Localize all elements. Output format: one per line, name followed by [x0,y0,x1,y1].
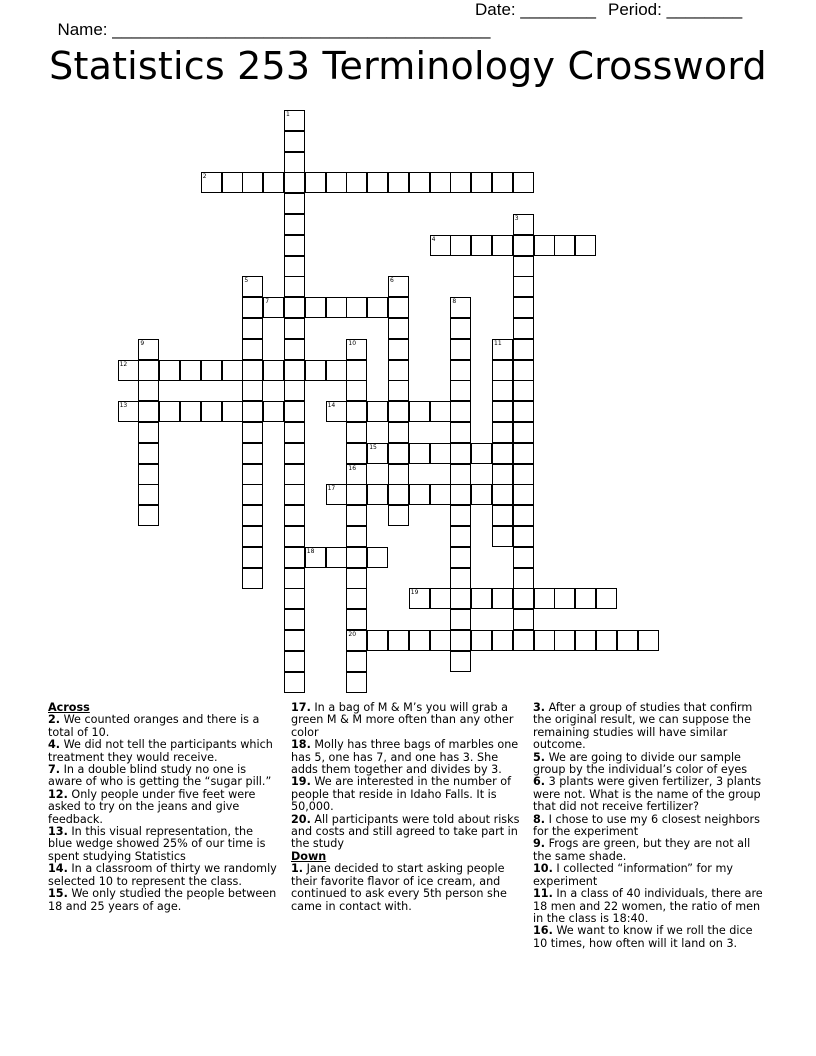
grid-cell[interactable] [326,172,347,193]
grid-cell[interactable] [450,297,471,318]
grid-cell[interactable] [575,588,596,609]
grid-cell[interactable] [430,484,451,505]
clue-item [533,838,765,863]
clue-item [48,714,280,739]
grid-cell[interactable] [305,172,326,193]
grid-cell[interactable] [513,172,534,193]
grid-cell[interactable] [450,401,471,422]
grid-cell[interactable] [388,443,409,464]
grid-cell[interactable] [222,401,243,422]
clue-item-number: 9. [533,837,546,851]
grid-cell[interactable] [284,568,305,589]
grid-cell[interactable] [263,360,284,381]
grid-cell[interactable] [118,360,139,381]
grid-cell[interactable] [367,297,388,318]
grid-cell[interactable] [346,380,367,401]
grid-cell[interactable] [450,235,471,256]
grid-cell[interactable] [346,588,367,609]
clue-item [291,863,523,913]
grid-cell[interactable] [242,505,263,526]
clue-number: 13 [119,402,128,410]
grid-cell[interactable] [346,464,367,485]
grid-cell[interactable] [138,360,159,381]
grid-cell[interactable] [346,526,367,547]
grid-cell[interactable] [326,547,347,568]
grid-cell[interactable] [138,464,159,485]
clue-number: 10 [348,339,357,347]
grid-cell[interactable] [471,588,492,609]
grid-cell[interactable] [513,380,534,401]
clue-item-number: 6. [533,775,546,789]
grid-cell[interactable] [305,547,326,568]
grid-cell[interactable] [492,380,513,401]
grid-cell[interactable] [492,484,513,505]
grid-cell[interactable] [492,464,513,485]
grid-cell[interactable] [346,339,367,360]
clue-item-text: We did not tell the participants which treatment they would receive. [48,738,273,764]
clue-item [533,863,765,888]
grid-cell[interactable] [513,214,534,235]
grid-cell[interactable] [513,256,534,277]
grid-cell[interactable] [284,526,305,547]
grid-cell[interactable] [284,297,305,318]
grid-cell[interactable] [596,630,617,651]
grid-cell[interactable] [346,651,367,672]
grid-cell[interactable] [222,360,243,381]
grid-cell[interactable] [388,505,409,526]
clue-item-text: We are going to divide our sample group by the individual’s color of eyes [533,750,748,777]
clue-number: 9 [140,339,145,347]
clue-number: 14 [327,402,336,410]
clue-number: 18 [306,547,315,555]
grid-cell[interactable] [492,588,513,609]
grid-cell[interactable] [388,297,409,318]
grid-cell[interactable] [284,630,305,651]
grid-cell[interactable] [138,484,159,505]
grid-cell[interactable] [284,464,305,485]
clue-item-text: Frogs are green, but they are not all the same shade. [533,837,751,863]
grid-cell[interactable] [513,630,534,651]
grid-cell[interactable] [450,609,471,630]
clue-item [48,863,280,888]
grid-cell[interactable] [471,443,492,464]
clue-item-text: We want to know if we roll the dice 10 times, how often will it land on 3. [533,924,753,950]
clue-number: 3 [514,215,519,222]
grid-cell[interactable] [305,360,326,381]
grid-cell[interactable] [346,484,367,505]
grid-cell[interactable] [430,401,451,422]
clue-number: 2 [202,173,207,181]
grid-cell[interactable] [201,360,222,381]
grid-cell[interactable] [450,547,471,568]
grid-cell[interactable] [326,484,347,505]
grid-cell[interactable] [284,318,305,339]
grid-cell[interactable] [284,235,305,256]
grid-cell[interactable] [596,588,617,609]
grid-cell[interactable] [388,360,409,381]
grid-cell[interactable] [554,630,575,651]
clue-item-text: We counted oranges and there is a total of 10. [48,713,260,739]
grid-cell[interactable] [513,443,534,464]
grid-cell[interactable] [388,339,409,360]
grid-cell[interactable] [450,568,471,589]
grid-cell[interactable] [284,651,305,672]
across-heading: Across [48,701,90,714]
grid-cell[interactable] [513,505,534,526]
grid-cell[interactable] [492,505,513,526]
clue-item [48,764,280,789]
grid-cell[interactable] [263,172,284,193]
clue-number: 20 [348,631,357,638]
grid-cell[interactable] [118,401,139,422]
grid-cell[interactable] [326,360,347,381]
grid-cell[interactable] [513,360,534,381]
grid-cell[interactable] [450,360,471,381]
grid-cell[interactable] [346,360,367,381]
grid-cell[interactable] [242,464,263,485]
grid-cell[interactable] [180,360,201,381]
clue-item-number: 18. [291,738,311,752]
clue-item [533,776,765,813]
grid-cell[interactable] [409,588,430,609]
grid-cell[interactable] [346,609,367,630]
grid-cell[interactable] [346,672,367,693]
grid-cell[interactable] [575,630,596,651]
grid-cell[interactable] [346,505,367,526]
grid-cell[interactable] [346,401,367,422]
grid-cell[interactable] [346,297,367,318]
grid-cell[interactable] [388,422,409,443]
grid-cell[interactable] [409,443,430,464]
grid-cell[interactable] [138,339,159,360]
grid-cell[interactable] [138,380,159,401]
clue-item [291,776,523,813]
clue-number: 7 [265,298,270,306]
grid-cell[interactable] [513,297,534,318]
grid-cell[interactable] [284,443,305,464]
grid-cell[interactable] [326,297,347,318]
grid-cell[interactable] [513,318,534,339]
grid-cell[interactable] [263,297,284,318]
grid-cell[interactable] [513,588,534,609]
clue-item [48,739,280,764]
grid-cell[interactable] [450,339,471,360]
grid-cell[interactable] [284,588,305,609]
grid-cell[interactable] [346,568,367,589]
grid-cell[interactable] [534,630,555,651]
grid-cell[interactable] [242,568,263,589]
clue-item-number: 13. [48,825,68,839]
clue-number: 19 [410,589,419,597]
grid-cell[interactable] [222,172,243,193]
grid-cell[interactable] [159,360,180,381]
clue-item-number: 14. [48,862,68,876]
clue-number: 11 [494,339,502,347]
clue-number: 15 [369,443,377,451]
grid-cell[interactable] [513,568,534,589]
grid-cell[interactable] [346,172,367,193]
grid-cell[interactable] [242,318,263,339]
grid-cell[interactable] [513,339,534,360]
grid-cell[interactable] [242,547,263,568]
grid-cell[interactable] [492,422,513,443]
grid-cell[interactable] [284,609,305,630]
grid-cell[interactable] [284,360,305,381]
date-field-label[interactable]: Date: ________ [475,0,596,19]
clue-item-number: 20. [291,812,311,826]
grid-cell[interactable] [284,547,305,568]
grid-cell[interactable] [430,630,451,651]
grid-cell[interactable] [388,401,409,422]
grid-cell[interactable] [450,464,471,485]
clue-item-number: 5. [533,750,546,764]
clue-item-number: 10. [533,862,553,876]
clue-item-text: In a class of 40 individuals, there are 18 men and 22 women, the ratio of men in the class is 18:40. [533,887,763,925]
grid-cell[interactable] [409,630,430,651]
clue-item [291,739,523,776]
clue-item-number: 4. [48,738,61,752]
grid-cell[interactable] [242,401,263,422]
clue-item [48,789,280,826]
grid-cell[interactable] [138,422,159,443]
clue-item [291,702,523,739]
grid-cell[interactable] [471,484,492,505]
grid-cell[interactable] [450,318,471,339]
grid-cell[interactable] [284,401,305,422]
clue-item-text: I chose to use my 6 closest neighbors for the experiment [533,812,760,839]
clue-item-text: Molly has three bags of marbles one has 5, one has 7, and one has 3. She adds them together and divides by 3. [291,738,519,777]
grid-cell[interactable] [346,630,367,651]
clue-item-number: 12. [48,787,68,801]
grid-cell[interactable] [263,401,284,422]
grid-cell[interactable] [638,630,659,651]
clue-item [48,888,280,913]
clue-item-text: Only people under five feet were asked to try on the jeans and give feedback. [48,787,256,826]
grid-cell[interactable] [388,380,409,401]
grid-cell[interactable] [575,235,596,256]
grid-cell[interactable] [471,630,492,651]
grid-cell[interactable] [367,443,388,464]
grid-cell[interactable] [242,360,263,381]
grid-cell[interactable] [492,630,513,651]
grid-cell[interactable] [430,235,451,256]
grid-cell[interactable] [513,401,534,422]
grid-cell[interactable] [284,276,305,297]
grid-cell[interactable] [513,235,534,256]
clue-number: 5 [244,277,249,285]
clue-number: 17 [327,485,336,493]
grid-cell[interactable] [492,401,513,422]
clue-item [291,814,523,851]
grid-cell[interactable] [284,380,305,401]
grid-cell[interactable] [242,526,263,547]
clue-item-number: 17. [291,701,311,714]
grid-cell[interactable] [554,235,575,256]
grid-cell[interactable] [201,172,222,193]
grid-cell[interactable] [159,401,180,422]
grid-cell[interactable] [242,484,263,505]
clue-item-text: All participants were told about risks and costs and still agreed to take part in the study [291,812,520,851]
grid-cell[interactable] [450,588,471,609]
name-field-label[interactable]: Name: ________________________________________ [57,20,491,39]
grid-cell[interactable] [450,651,471,672]
clue-item-number: 2. [48,713,61,727]
grid-cell[interactable] [284,193,305,214]
clue-item-text: 3 plants were given fertilizer, 3 plants were not. What is the name of the group that did not receive fertilizer? [533,775,762,814]
clue-item [533,814,765,839]
grid-cell[interactable] [450,526,471,547]
grid-cell[interactable] [513,276,534,297]
grid-cell[interactable] [367,484,388,505]
grid-cell[interactable] [513,484,534,505]
grid-cell[interactable] [450,443,471,464]
grid-cell[interactable] [138,401,159,422]
grid-cell[interactable] [284,422,305,443]
grid-cell[interactable] [284,110,305,131]
clue-column-3 [533,702,765,950]
clue-item-text: In this visual representation, the blue wedge showed 25% of our time is spent studying Statistics [48,825,266,863]
grid-cell[interactable] [284,256,305,277]
grid-cell[interactable] [242,380,263,401]
clue-item-text: I collected “information” for my experiment [533,862,733,888]
grid-cell[interactable] [388,484,409,505]
grid-cell[interactable] [554,588,575,609]
grid-cell[interactable] [513,609,534,630]
clue-item-text: We are interested in the number of people that reside in Idaho Falls. It is 50,000. [291,775,512,814]
clue-item-number: 8. [533,812,546,826]
grid-cell[interactable] [492,235,513,256]
grid-cell[interactable] [450,630,471,651]
grid-cell[interactable] [513,547,534,568]
grid-cell[interactable] [367,547,388,568]
grid-cell[interactable] [388,318,409,339]
clue-column-1 [48,702,280,913]
clue-number: 4 [431,235,436,243]
grid-cell[interactable] [450,505,471,526]
grid-cell[interactable] [534,235,555,256]
clue-item-text: In a double blind study no one is aware of who is getting the “sugar pill.” [48,763,272,789]
period-field-label[interactable]: Period: ________ [608,0,743,19]
grid-cell[interactable] [430,588,451,609]
clue-item-text: We only studied the people between 18 and 25 years of age. [48,887,277,913]
grid-cell[interactable] [138,443,159,464]
grid-cell[interactable] [305,297,326,318]
grid-cell[interactable] [180,401,201,422]
grid-cell[interactable] [471,235,492,256]
clue-number: 16 [348,464,357,472]
grid-cell[interactable] [492,526,513,547]
grid-cell[interactable] [326,401,347,422]
grid-cell[interactable] [492,443,513,464]
grid-cell[interactable] [492,172,513,193]
grid-cell[interactable] [450,484,471,505]
clue-number: 12 [119,360,128,368]
grid-cell[interactable] [284,505,305,526]
clue-item [48,826,280,863]
grid-cell[interactable] [409,484,430,505]
clue-column-2 [291,702,523,913]
grid-cell[interactable] [367,630,388,651]
clue-item [533,925,765,950]
grid-cell[interactable] [242,297,263,318]
grid-cell[interactable] [617,630,638,651]
clue-number: 6 [390,277,394,285]
clue-item-number: 16. [533,924,553,938]
grid-cell[interactable] [513,526,534,547]
grid-cell[interactable] [388,464,409,485]
clue-number: 8 [452,298,457,306]
grid-cell[interactable] [367,401,388,422]
clue-item [533,752,765,777]
grid-cell[interactable] [430,443,451,464]
clue-item-number: 7. [48,763,61,777]
grid-cell[interactable] [346,547,367,568]
grid-cell[interactable] [534,588,555,609]
grid-cell[interactable] [284,339,305,360]
grid-cell[interactable] [284,172,305,193]
grid-cell[interactable] [492,339,513,360]
clue-item-text: In a classroom of thirty we randomly selected 10 to represent the class. [48,862,277,888]
grid-cell[interactable] [242,339,263,360]
grid-cell[interactable] [388,630,409,651]
grid-cell[interactable] [388,276,409,297]
clue-item-number: 15. [48,887,68,901]
grid-cell[interactable] [492,360,513,381]
grid-cell[interactable] [346,422,367,443]
clue-item-number: 3. [533,701,546,714]
grid-cell[interactable] [242,443,263,464]
grid-cell[interactable] [430,172,451,193]
grid-cell[interactable] [284,131,305,152]
grid-cell[interactable] [201,401,222,422]
grid-cell[interactable] [409,172,430,193]
clue-item-number: 19. [291,775,311,789]
grid-cell[interactable] [409,401,430,422]
grid-cell[interactable] [284,484,305,505]
page-title: Statistics 253 Terminology Crossword [49,44,767,88]
grid-cell[interactable] [367,172,388,193]
clue-item-text: In a bag of M & M’s you will grab a green M & M more often than any other color [291,701,514,739]
grid-cell[interactable] [346,443,367,464]
grid-cell[interactable] [388,172,409,193]
grid-cell[interactable] [513,422,534,443]
grid-cell[interactable] [138,505,159,526]
grid-cell[interactable] [242,276,263,297]
clue-item-number: 1. [291,862,304,876]
clue-item-text: After a group of studies that confirm the original result, we can suppose the remaining studies will have similar outcome. [533,701,753,752]
grid-cell[interactable] [450,380,471,401]
clue-item-number: 11. [533,887,553,901]
grid-cell[interactable] [284,152,305,173]
down-heading: Down [291,849,327,863]
grid-cell[interactable] [471,172,492,193]
grid-cell[interactable] [242,172,263,193]
clue-item [533,888,765,925]
grid-cell[interactable] [513,464,534,485]
grid-cell[interactable] [284,672,305,693]
grid-cell[interactable] [450,422,471,443]
grid-cell[interactable] [450,172,471,193]
clue-number: 1 [286,111,290,118]
clue-item [533,702,765,752]
grid-cell[interactable] [284,214,305,235]
clue-item-text: Jane decided to start asking people their favorite flavor of ice cream, and continued to ask every 5th person she came in contact with. [291,862,507,913]
grid-cell[interactable] [242,422,263,443]
